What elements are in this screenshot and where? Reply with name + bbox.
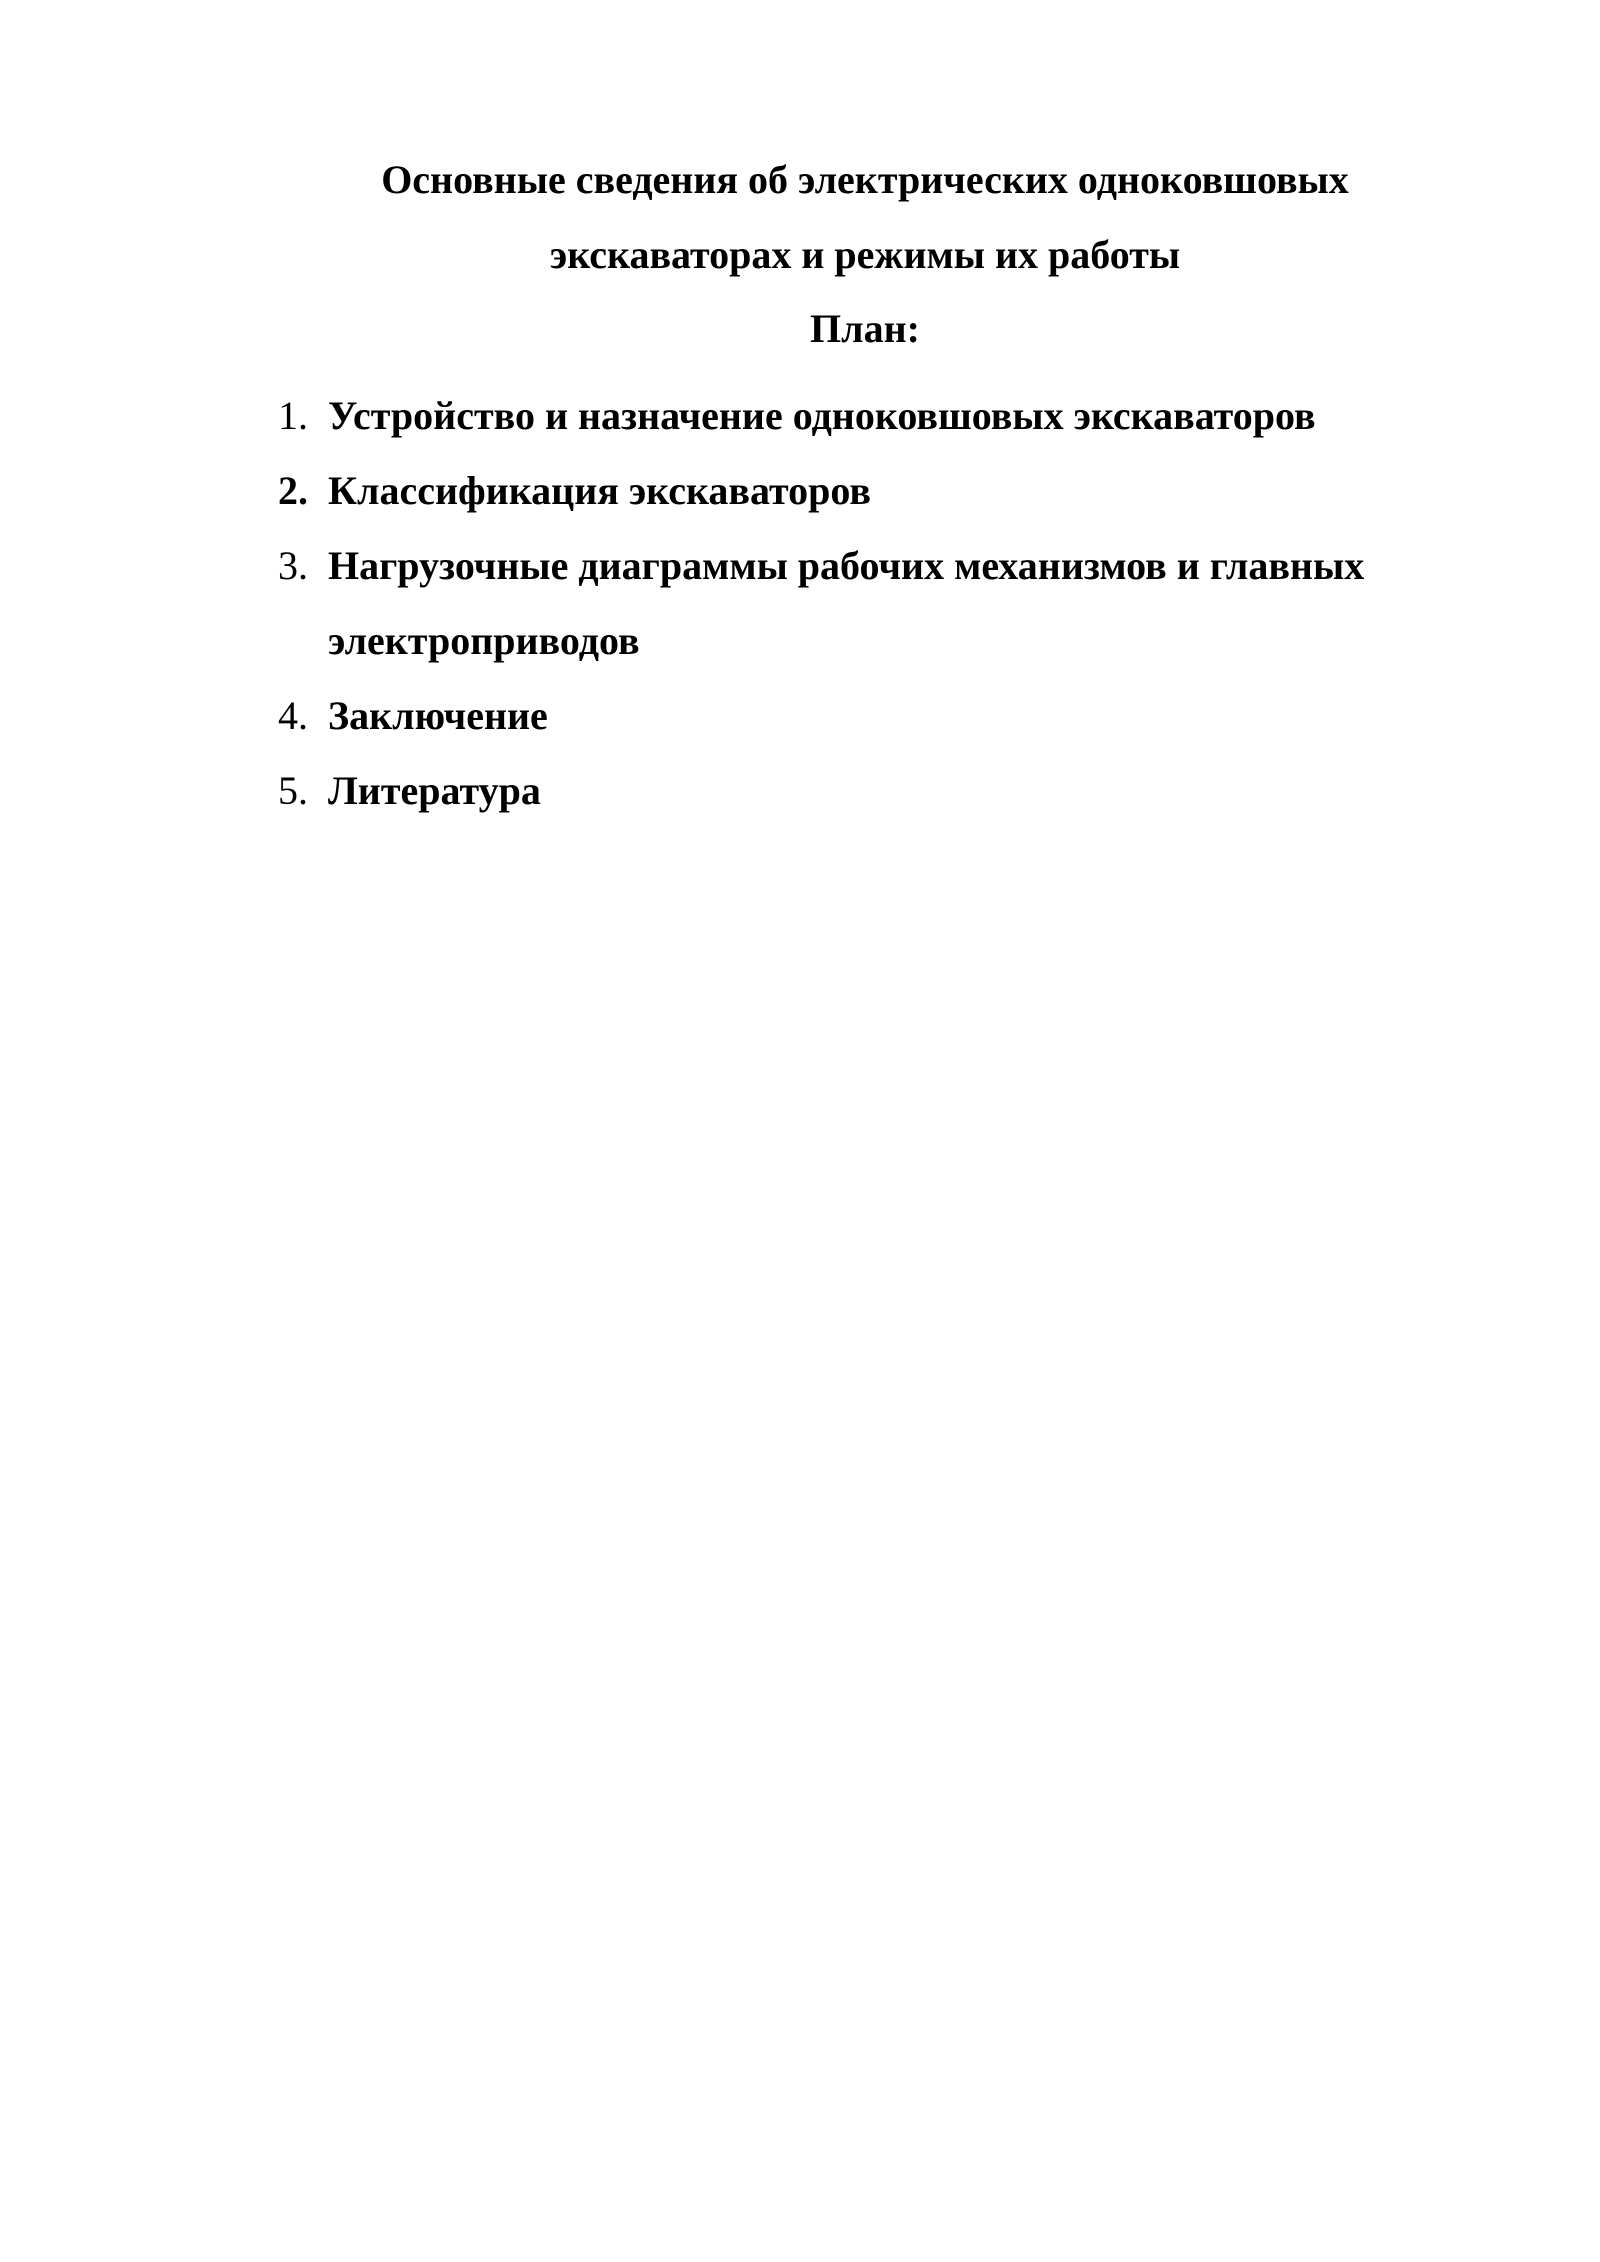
plan-item-1 <box>278 378 1364 453</box>
plan-item-text-line-1: Нагрузочные диаграммы рабочих механизмов и главных <box>328 543 1365 588</box>
plan-heading: План: <box>810 306 920 351</box>
plan-item-number: 5. <box>278 768 308 813</box>
plan-item-text: Устройство и назначение одноковшовых экскаваторов <box>328 393 1316 438</box>
plan-item-text: Литература <box>328 768 541 813</box>
plan-item-text-line-2: электроприводов <box>328 618 640 663</box>
document-title-line-1: Основные сведения об электрических одноковшовых <box>381 157 1349 202</box>
plan-item-number: 1. <box>278 393 308 438</box>
plan-item-number: 4. <box>278 693 308 738</box>
plan-item-text: Заключение <box>328 693 548 738</box>
plan-list <box>278 378 1364 828</box>
plan-item-number: 2. <box>278 468 308 513</box>
plan-item-4 <box>278 678 1364 753</box>
plan-item-text-block <box>328 528 1364 678</box>
plan-item-text: Классификация экскаваторов <box>328 468 871 513</box>
document-title-line-2: экскаваторах и режимы их работы <box>549 232 1181 277</box>
plan-item-5 <box>278 753 1364 828</box>
plan-item-3 <box>278 528 1364 678</box>
plan-item-number: 3. <box>278 543 308 588</box>
plan-item-2 <box>278 453 1364 528</box>
